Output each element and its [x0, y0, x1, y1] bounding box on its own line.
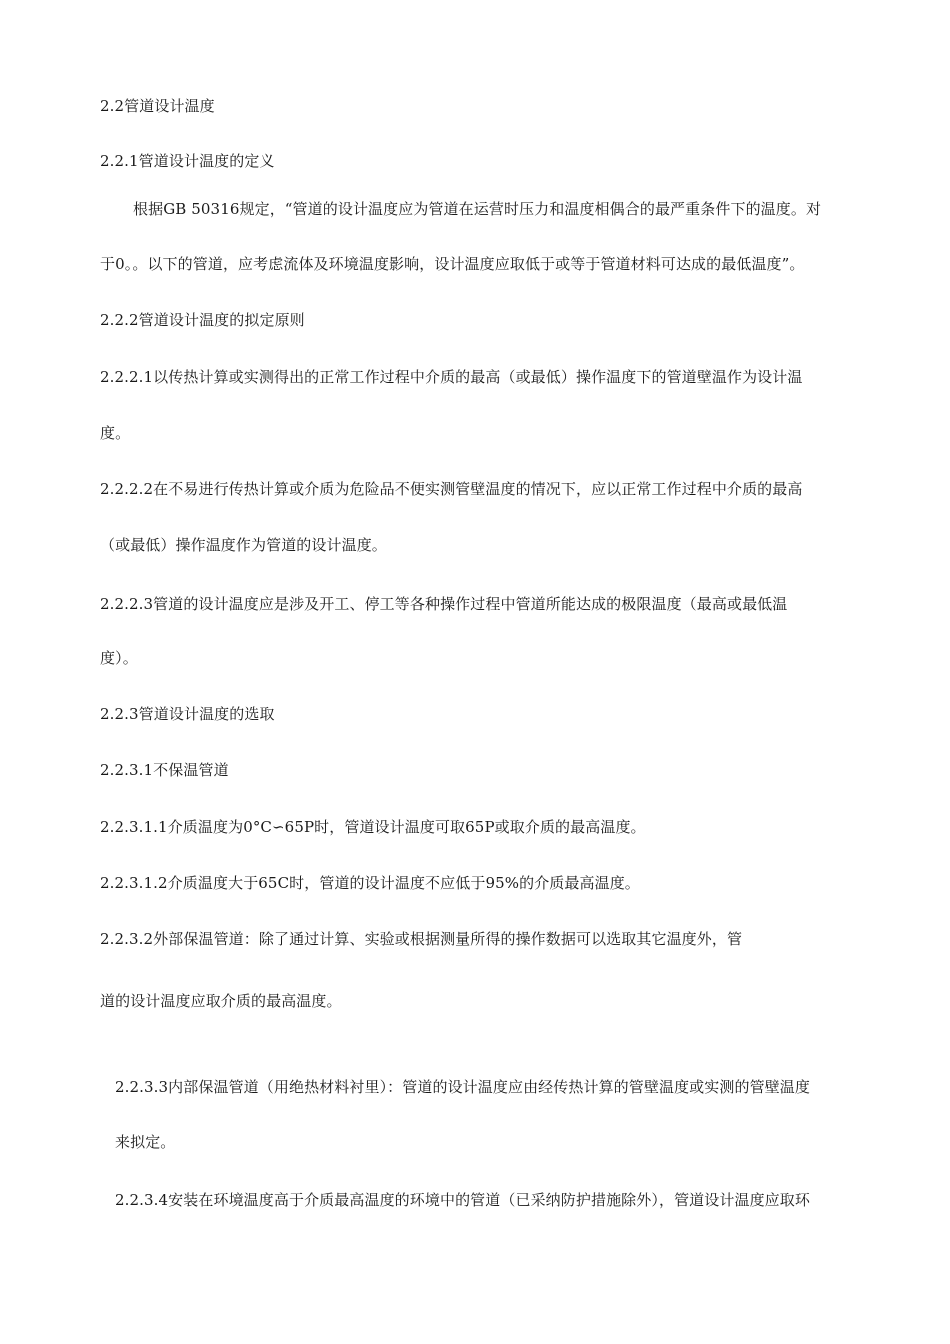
paragraph-line: 来拟定。 — [115, 1133, 176, 1151]
paragraph-line: 2.2.2.3管道的设计温度应是涉及开工、停工等各种操作过程中管道所能达成的极限温度（最高或最低温 — [100, 595, 788, 613]
paragraph-line: 2.2.3.2外部保温管道：除了通过计算、实验或根据测量所得的操作数据可以选取其它温度外，管 — [100, 930, 743, 948]
paragraph-line: （或最低）操作温度作为管道的设计温度。 — [100, 536, 387, 554]
paragraph-line: 于0。。以下的管道，应考虑流体及环境温度影响，设计温度应取低于或等于管道材料可达成的最低温度”。 — [100, 255, 805, 273]
paragraph-line: 2.2.3.1.2介质温度大于65C时，管道的设计温度不应低于95%的介质最高温度。 — [100, 874, 640, 892]
paragraph-line: 2.2.3.1.1介质温度为0°C∽65P时，管道设计温度可取65P或取介质的最高温度。 — [100, 818, 646, 836]
paragraph-line: 根据GB 50316规定，“管道的设计温度应为管道在运营时压力和温度相偶合的最严重条件下的温度。对 — [133, 200, 822, 218]
paragraph-line: 2.2.3.3内部保温管道（用绝热材料衬里）：管道的设计温度应由经传热计算的管壁温度或实测的管壁温度 — [115, 1078, 810, 1096]
item-heading-2-2-3-1: 2.2.3.1不保温管道 — [100, 761, 229, 779]
paragraph-line: 度。 — [100, 424, 131, 442]
subsection-heading-2-2-1: 2.2.1管道设计温度的定义 — [100, 152, 275, 170]
paragraph-line: 2.2.2.1以传热计算或实测得出的正常工作过程中介质的最高（或最低）操作温度下的管道壁温作为设计温 — [100, 368, 803, 386]
paragraph-line: 度）。 — [100, 649, 138, 667]
paragraph-line: 2.2.2.2在不易进行传热计算或介质为危险品不便实测管壁温度的情况下，应以正常工作过程中介质的最高 — [100, 480, 803, 498]
subsection-heading-2-2-2: 2.2.2管道设计温度的拟定原则 — [100, 311, 305, 329]
paragraph-line: 2.2.3.4安装在环境温度高于介质最高温度的环境中的管道（已采纳防护措施除外），管道设计温度应取环 — [115, 1191, 810, 1209]
subsection-heading-2-2-3: 2.2.3管道设计温度的选取 — [100, 705, 275, 723]
paragraph-line: 道的设计温度应取介质的最高温度。 — [100, 992, 342, 1010]
section-heading-2-2: 2.2管道设计温度 — [100, 97, 215, 115]
